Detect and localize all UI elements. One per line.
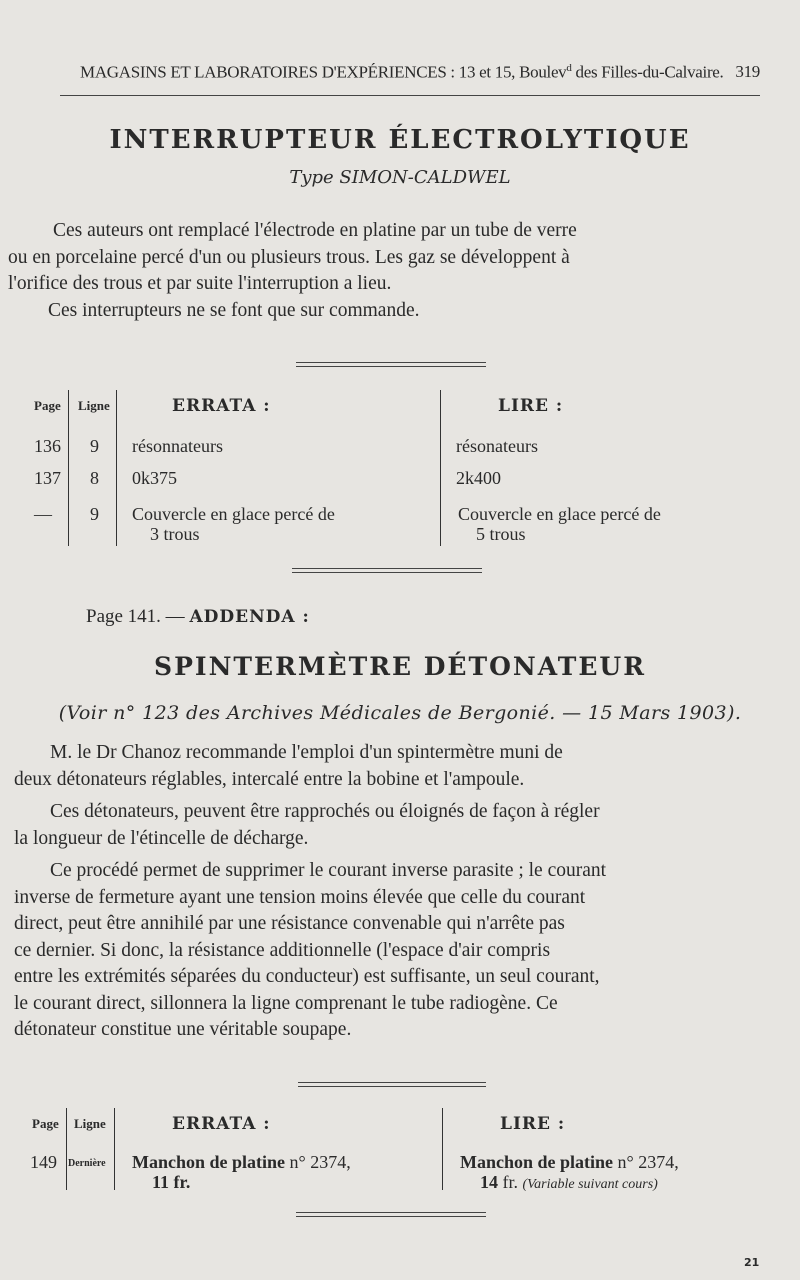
col-header-lire: LIRE :	[498, 396, 564, 416]
table-divider	[116, 390, 117, 546]
col-header-page: Page	[34, 398, 61, 413]
row-ligne: 8	[90, 468, 99, 488]
row-lire: Manchon de platine n° 2374,	[460, 1152, 679, 1172]
separator	[292, 568, 482, 573]
page-number: 319	[735, 62, 760, 81]
paragraph-line: Ce procédé permet de supprimer le courant inverse parasite ; le courant	[50, 860, 607, 881]
paragraph-line: Ces détonateurs, peuvent être rapprochés ou éloignés de façon à régler	[50, 801, 600, 822]
separator	[296, 1212, 486, 1217]
row-page: —	[34, 504, 52, 524]
addenda-label: Page 141. — ADDENDA :	[86, 606, 310, 627]
row-lire: 2k400	[456, 468, 501, 488]
paragraph-line: deux détonateurs réglables, intercalé entre la bobine et l'ampoule.	[14, 768, 525, 790]
row-lire: résonateurs	[456, 436, 538, 456]
row-page: 137	[34, 468, 61, 488]
row-ligne: Dernière	[68, 1158, 106, 1169]
paragraph-line: la longueur de l'étincelle de décharge.	[14, 827, 309, 849]
separator	[296, 362, 486, 367]
paragraph-line: direct, peut être annihilé par une résistance convenable qui n'arrête pas	[14, 913, 565, 934]
paragraph-line: détonateur constitue une véritable soupape.	[14, 1019, 352, 1040]
separator	[298, 1082, 486, 1087]
signature-mark: 21	[744, 1256, 760, 1269]
table-divider	[68, 390, 69, 546]
paragraph-line: l'orifice des trous et par suite l'interruption a lieu.	[8, 273, 392, 294]
row-ligne: 9	[90, 504, 99, 524]
section-title: SPINTERMÈTRE DÉTONATEUR	[154, 652, 646, 681]
section-subtitle: Type SIMON-CALDWEL	[289, 167, 511, 188]
paragraph-line: inverse de fermeture ayant une tension moins élevée que celle du courant	[14, 886, 586, 908]
header-title: MAGASINS ET LABORATOIRES D'EXPÉRIENCES : 13 et 15, Boulev$^d$ des Filles-du-Calvaire.	[80, 62, 724, 82]
col-header-errata: ERRATA :	[172, 1114, 271, 1134]
row-errata: résonnateurs	[132, 436, 223, 456]
table-divider	[442, 1108, 443, 1190]
row-lire: Couvercle en glace percé de	[458, 504, 661, 524]
row-page: 149	[30, 1152, 57, 1172]
paragraph-line: le courant direct, sillonnera la ligne comprenant le tube radiogène. Ce	[14, 992, 558, 1014]
table-divider	[440, 390, 441, 546]
row-ligne: 9	[90, 436, 99, 456]
errata-table	[20, 1108, 780, 1198]
row-errata: 0k375	[132, 468, 177, 488]
paragraph-line: Ces auteurs ont remplacé l'électrode en platine par un tube de verre	[53, 220, 577, 241]
col-header-ligne: Ligne	[74, 1116, 106, 1131]
col-header-ligne: Ligne	[78, 398, 110, 413]
col-header-page: Page	[32, 1116, 59, 1131]
paragraph-line: ce dernier. Si donc, la résistance additionnelle (l'espace d'air compris	[14, 939, 551, 961]
row-errata: Manchon de platine n° 2374,	[132, 1152, 351, 1172]
row-page: 136	[34, 436, 61, 456]
row-errata-cont: 3 trous	[150, 524, 200, 544]
paragraph-line: M. le Dr Chanoz recommande l'emploi d'un spintermètre muni de	[50, 742, 563, 763]
section-paragraph	[8, 218, 760, 324]
running-header	[80, 62, 760, 83]
row-lire-cont: 5 trous	[476, 524, 526, 544]
row-errata: Couvercle en glace percé de	[132, 504, 335, 524]
row-errata-cont: 11 fr.	[152, 1172, 191, 1192]
table-divider	[66, 1108, 67, 1190]
section-reference: (Voir n° 123 des Archives Médicales de Bergonié. — 15 Mars 1903).	[58, 702, 742, 724]
section-paragraph	[14, 740, 762, 1044]
col-header-lire: LIRE :	[500, 1114, 566, 1134]
paragraph-line: ou en porcelaine percé d'un ou plusieurs trous. Les gaz se développent à	[8, 246, 570, 268]
section-title: INTERRUPTEUR ÉLECTROLYTIQUE	[109, 125, 691, 155]
paragraph-line: Ces interrupteurs ne se font que sur commande.	[48, 299, 420, 321]
table-divider	[114, 1108, 115, 1190]
errata-table	[20, 390, 780, 550]
header-rule	[60, 95, 760, 96]
paragraph-line: entre les extrémités séparées du conducteur) est suffisante, un seul courant,	[14, 966, 600, 987]
row-lire-cont: 14 fr. (Variable suivant cours)	[480, 1172, 658, 1192]
col-header-errata: ERRATA :	[172, 396, 271, 416]
